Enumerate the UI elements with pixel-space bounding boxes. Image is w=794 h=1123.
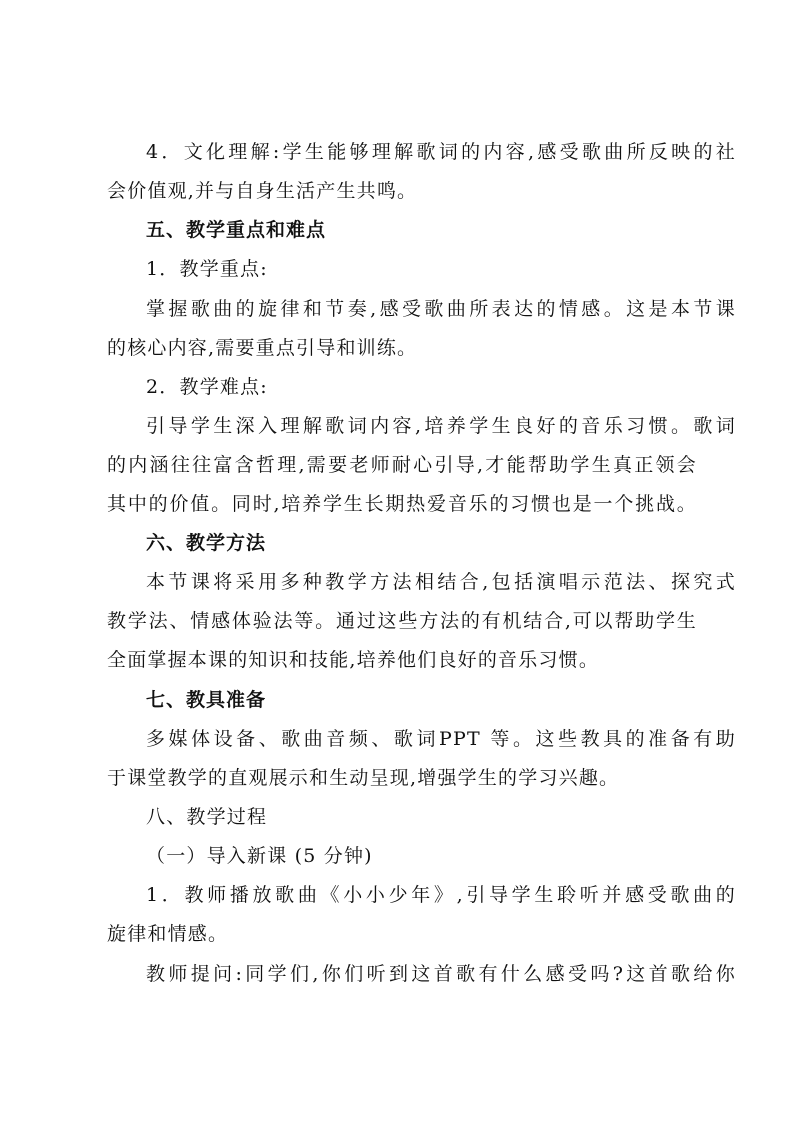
section-heading: 五、教学重点和难点: [146, 219, 327, 241]
paragraph-line: 4．文化理解:学生能够理解歌词的内容,感受歌曲所反映的社: [146, 141, 736, 163]
paragraph-line: 于课堂教学的直观展示和生动呈现,增强学生的学习兴趣。: [107, 767, 620, 789]
subheading: （一）导入新课 (5 分钟): [146, 845, 373, 867]
paragraph-line: 引导学生深入理解歌词内容,培养学生良好的音乐习惯。歌词: [146, 415, 736, 437]
paragraph-line: 全面掌握本课的知识和技能,培养他们良好的音乐习惯。: [107, 649, 600, 671]
paragraph-line: 掌握歌曲的旋律和节奏,感受歌曲所表达的情感。这是本节课: [146, 298, 736, 320]
paragraph-line: 1．教师播放歌曲《小小少年》,引导学生聆听并感受歌曲的: [146, 884, 736, 906]
section-heading: 八、教学过程: [146, 806, 268, 828]
paragraph-line: 教师提问:同学们,你们听到这首歌有什么感受吗?这首歌给你: [146, 963, 736, 985]
paragraph-line: 教学法、情感体验法等。通过这些方法的有机结合,可以帮助学生: [107, 610, 697, 632]
paragraph-line: 多媒体设备、歌曲音频、歌词PPT 等。这些教具的准备有助: [146, 728, 736, 750]
paragraph-line: 旋律和情感。: [107, 923, 229, 945]
paragraph-line: 本节课将采用多种教学方法相结合,包括演唱示范法、探究式: [146, 571, 736, 593]
section-heading: 七、教具准备: [146, 689, 267, 711]
paragraph-line: 的内涵往往富含哲理,需要老师耐心引导,才能帮助学生真正领会: [107, 454, 697, 476]
paragraph-line: 的核心内容,需要重点引导和训练。: [107, 337, 418, 359]
subheading: 1．教学重点:: [146, 258, 268, 280]
section-heading: 六、教学方法: [146, 532, 267, 554]
paragraph-line: 会价值观,并与自身生活产生共鸣。: [107, 180, 418, 202]
subheading: 2．教学难点:: [146, 376, 268, 398]
paragraph-line: 其中的价值。同时,培养学生长期热爱音乐的习惯也是一个挑战。: [107, 493, 697, 515]
